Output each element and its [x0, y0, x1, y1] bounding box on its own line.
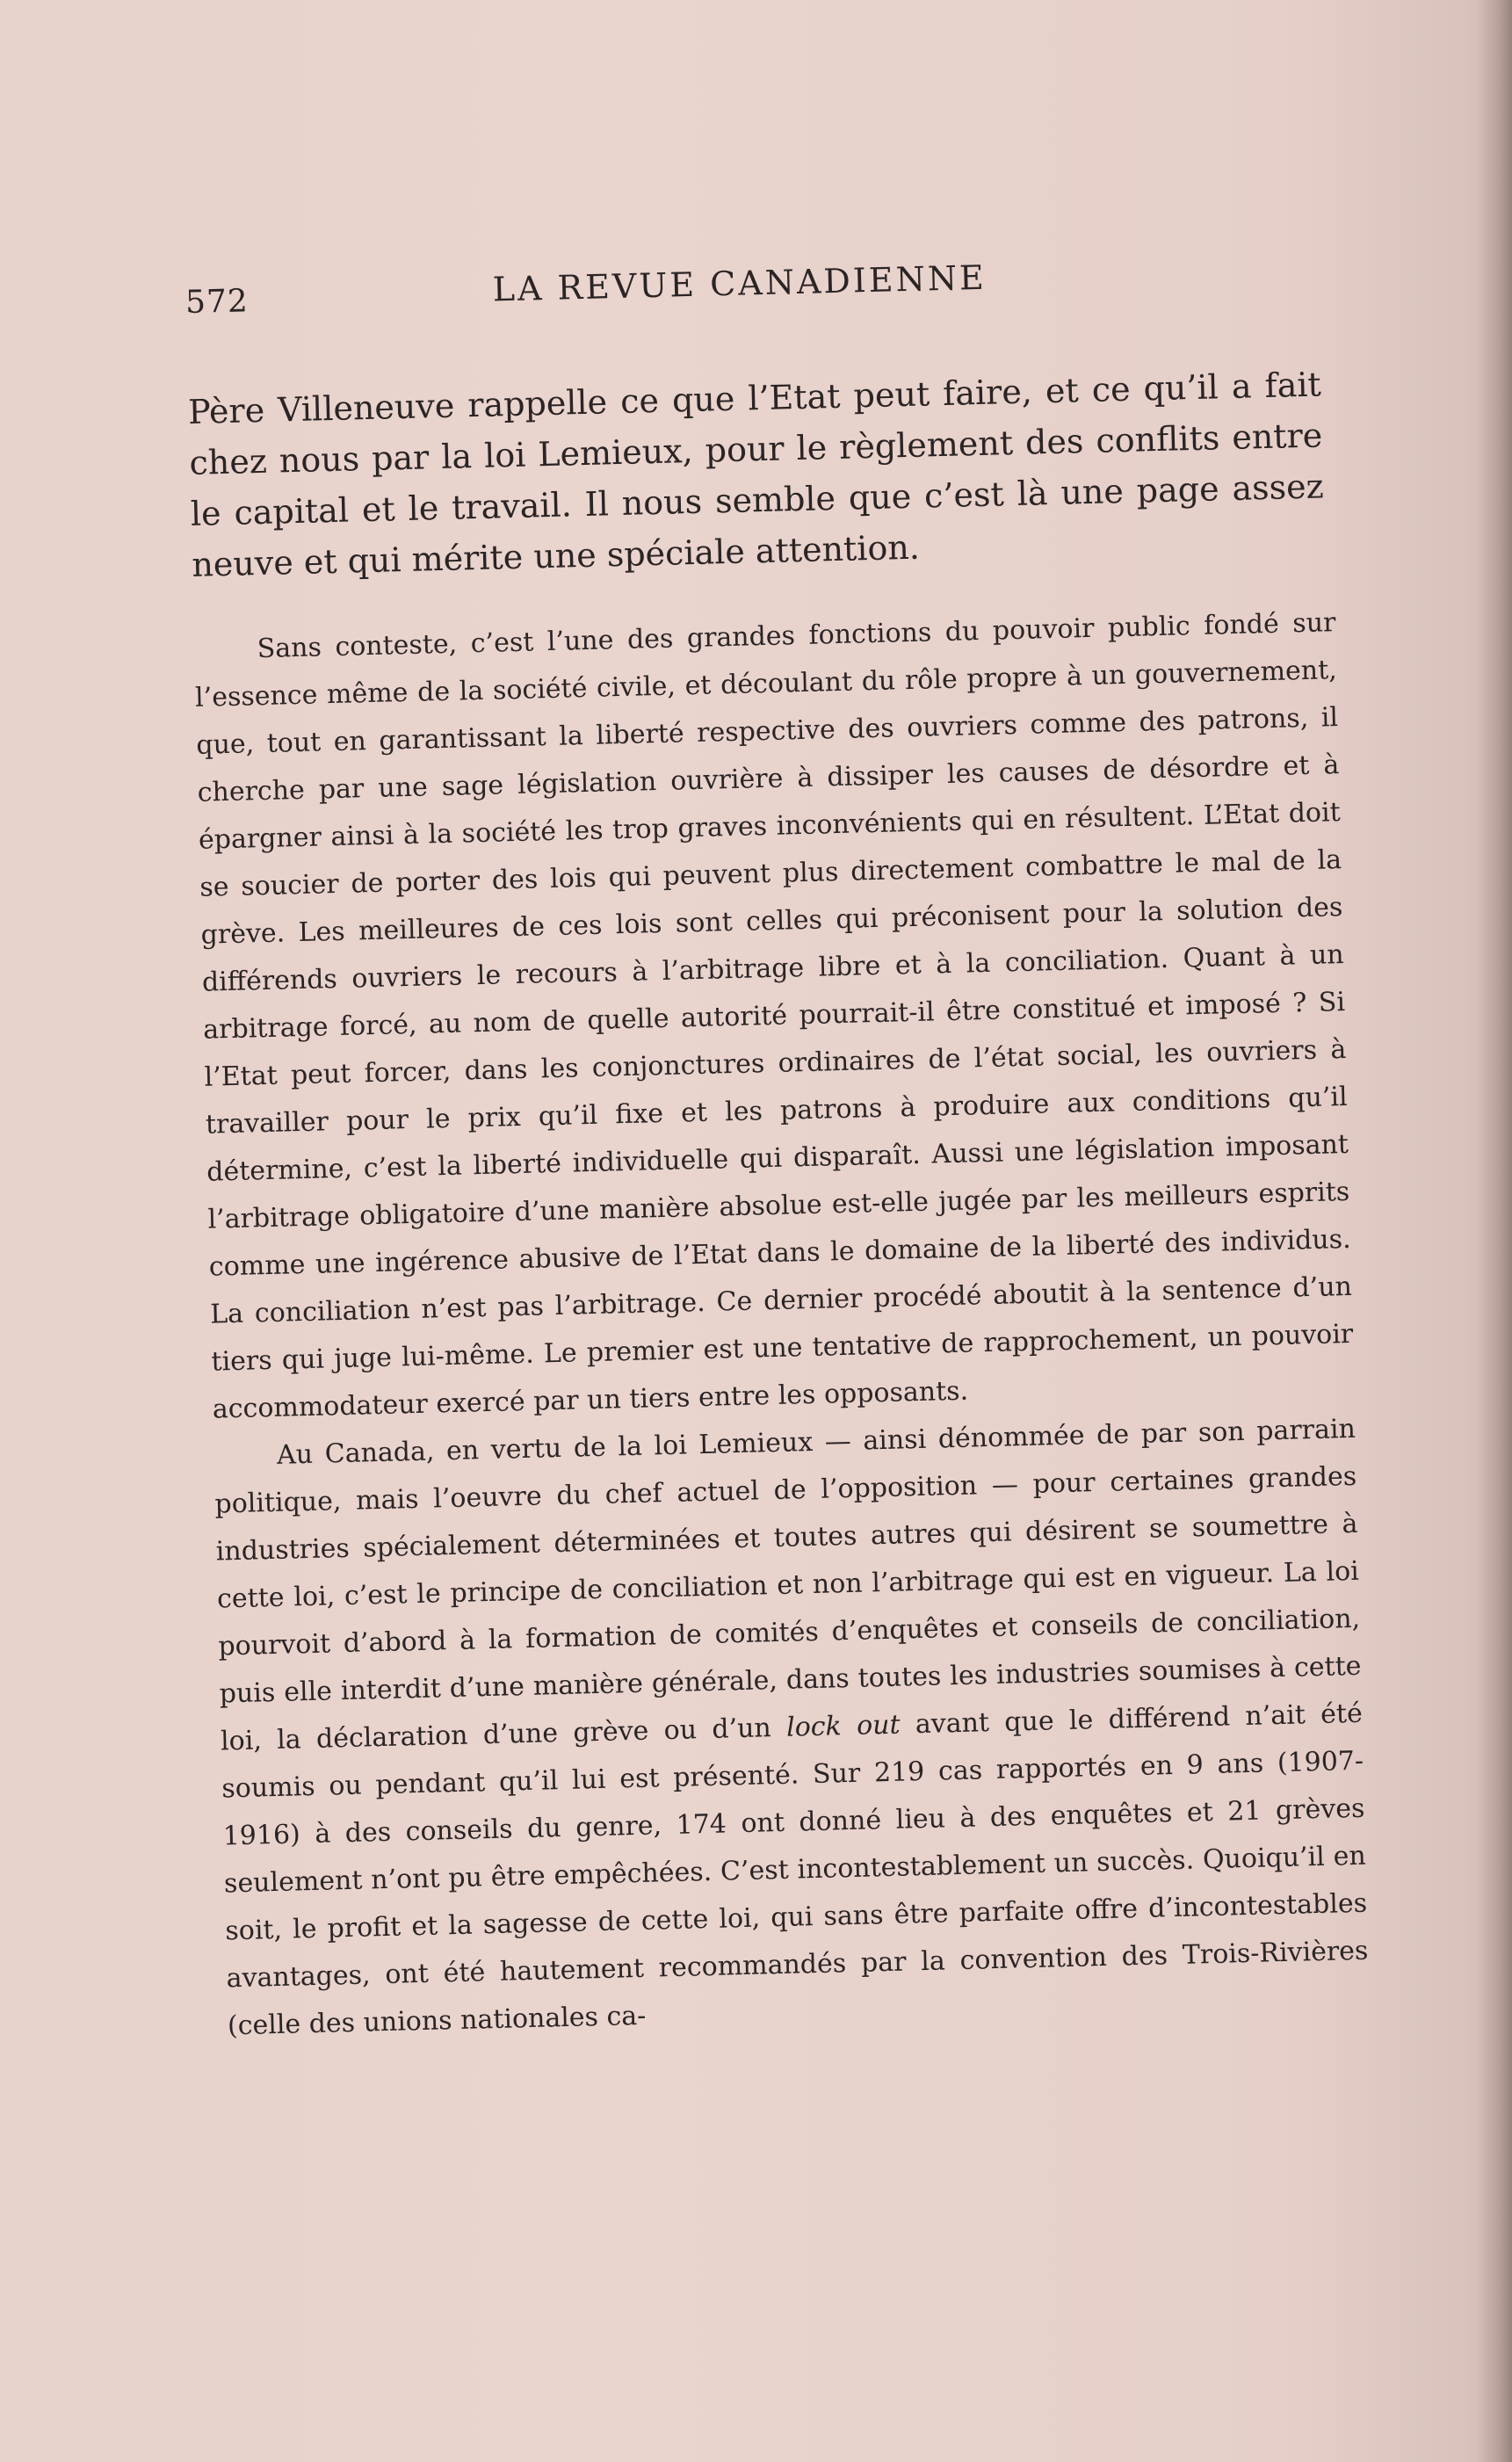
journal-title: LA REVUE CANADIENNE — [492, 257, 988, 309]
page-edge-shadow — [1477, 0, 1512, 2462]
body-paragraph-1: Sans conteste, c’est l’une des grandes fonctions du pouvoir public fondé sur l’essence même de la société civile, et découlant du rôle propre à un gouvernement, que, tout en garantissant la liberté respective des ouvriers comme des patrons, il cherche par une sage législation ouvrière à dissiper les causes de désordre et à épargner ainsi à la société les trop graves inconvénients qui en résultent. L’Etat doit se soucier de porter des lois qui peuvent plus directement combattre le mal de la grève. Les meilleures de ces lois sont celles qui préconisent pour la solution des différends ouvriers le recours à l’arbitrage libre et à la conciliation. Quant à un arbitrage forcé, au nom de quelle autorité pourrait-il être constitué et imposé ? Si l’Etat peut forcer, dans les conjonctures ordinaires de l’état social, les ouvriers à travailler pour le prix qu’il fixe et les patrons à produire aux conditions qu’il détermine, c’est la liberté individuelle qui disparaît. Aussi une législation imposant l’arbitrage obligatoire d’une manière absolue est-elle jugée par les meilleurs esprits comme une ingérence abusive de l’Etat dans le domaine de la liberté des individus. La conciliation n’est pas l’arbitrage. Ce dernier procédé aboutit à la sentence d’un tiers qui juge lui-même. Le premier est une tentative de rapprochement, un pouvoir accommodateur exercé par un tiers entre les opposants. — [194, 607, 1354, 1425]
intro-paragraph: Père Villeneuve rappelle ce que l’Etat peut faire, et ce qu’il a fait chez nous par la loi Lemieux, pour le règlement des conflits entre le capital et le travail. Il nous semble que c’est là une page assez neuve et qui mérite une spéciale attention. — [187, 365, 1325, 584]
body-paragraph-2 — [213, 1406, 1371, 2051]
paragraph-2-text-start: Au Canada, en vertu de la loi Lemieux — ainsi dénommée de par son parrain politique, mais l’oeuvre du chef actuel de l’opposition — pour certaines grandes industries spécialement déterminées et toutes autres qui désirent se soumettre à cette loi, c’est le principe de conciliation et non l’arbitrage qui est en vigueur. La loi pourvoit d’abord à la formation de comités d’enquêtes et conseils de conciliation, puis elle interdit d’une manière générale, dans toutes les industries soumises à cette loi, la déclaration d’une grève ou d’un — [214, 1413, 1362, 1757]
text-block — [184, 235, 1396, 2051]
page-number: 572 — [184, 283, 250, 321]
italic-term: lock out — [785, 1709, 901, 1743]
running-head — [184, 235, 1354, 325]
paragraph-2-text-end: avant que le différend n’ait été soumis ou pendant qu’il lui est présenté. Sur 219 cas rapportés en 9 ans (1907-1916) à des conseils du genre, 174 ont donné lieu à des enquêtes et 21 grèves seulement n’ont pu être empêchées. C’est incontestablement un succès. Quoiqu’il en soit, le profit et la sagesse de cette loi, qui sans être parfaite offre d’incontestables avantages, ont été hautement recommandés par la convention des Trois-Rivières (celle des unions nationales ca- — [221, 1698, 1369, 2042]
